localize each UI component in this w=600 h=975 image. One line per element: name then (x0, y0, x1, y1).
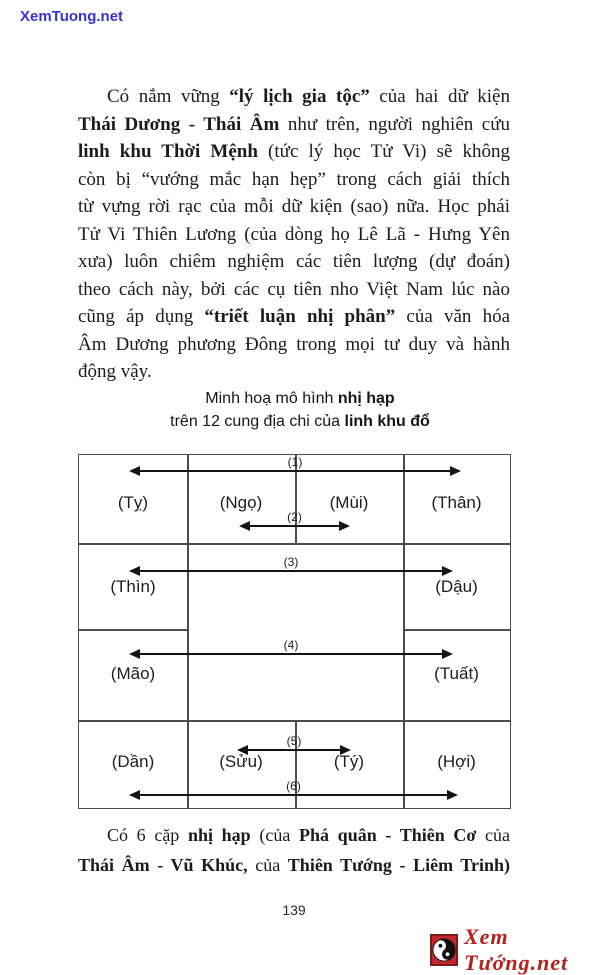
main-paragraph (78, 83, 510, 386)
site-header-link[interactable]: XemTuong.net (20, 8, 124, 25)
paragraph-line: còn bị “vướng mắc hạn hẹp” trong cách giải thích (78, 168, 510, 190)
cell-tuat: (Tuất) (434, 664, 479, 683)
cell-dau: (Dậu) (435, 577, 478, 596)
diagram-caption (0, 387, 600, 433)
logo-text: Xem Tướng.net (464, 924, 569, 975)
paragraph-line: Thái Dương - Thái Âm như trên, người nghiên cứu (78, 113, 511, 135)
arrow-label-5: (5) (286, 734, 302, 748)
double-arrow-1 (131, 470, 459, 472)
double-arrow-3 (131, 570, 451, 572)
arrow-label-4: (4) (283, 638, 299, 652)
cell-than: (Thân) (431, 493, 482, 512)
page-number: 139 (282, 902, 306, 918)
footer-logo[interactable] (430, 924, 600, 975)
cell-dan: (Dần) (111, 752, 155, 771)
arrow-label-6: (6) (286, 779, 301, 793)
caption-line: Minh hoạ mô hình nhị hạp (205, 390, 395, 407)
paragraph-line: theo cách này, bởi các cụ tiên nho Việt Nam lúc nào (78, 278, 510, 300)
grid-line (79, 543, 510, 545)
double-arrow-2 (241, 525, 348, 527)
nhi-hap-diagram (78, 454, 511, 809)
paragraph-line: linh khu Thời Mệnh (tức lý học Tử Vi) sẽ không (78, 141, 511, 162)
bottom-paragraph (78, 820, 510, 880)
paragraph-line: Có nắm vững “lý lịch gia tộc” của hai dữ kiện (107, 86, 510, 107)
paragraph-line: từ vựng rời rạc của mỗi dữ kiện (sao) nữa. Học phái (78, 196, 510, 217)
arrow-label-3: (3) (283, 555, 299, 569)
arrow-label-2: (2) (287, 510, 302, 524)
cell-suu: (Sửu) (219, 752, 263, 771)
double-arrow-5 (239, 749, 349, 751)
double-arrow-4 (131, 653, 451, 655)
paragraph-line: Thái Âm - Vũ Khúc, của Thiên Tướng - Liêm Trinh) (78, 855, 511, 875)
paragraph-line: xưa) luôn chiêm nghiệm các tiên lượng (dự đoán) (78, 251, 510, 272)
cell-thin: (Thìn) (110, 577, 156, 596)
cell-ngo: (Ngọ) (219, 493, 263, 512)
cell-ti: (Tý) (333, 752, 365, 771)
paragraph-line: cũng áp dụng “triết luận nhị phân” của văn hóa (78, 306, 511, 327)
yinyang-icon (430, 934, 458, 966)
cell-hoi: (Hợi) (437, 752, 476, 771)
paragraph-line: Có 6 cặp nhị hạp (của Phá quân - Thiên Cơ của (107, 825, 511, 845)
cell-mao: (Mão) (110, 664, 156, 683)
grid-line (79, 629, 187, 631)
arrow-label-1: (1) (287, 455, 303, 469)
cell-mui: (Mùi) (329, 493, 369, 512)
paragraph-line: Tử Vi Thiên Lương (của dòng họ Lê Lã - Hưng Yên (78, 223, 510, 245)
paragraph-line: động vậy. (78, 361, 152, 382)
paragraph-line: Âm Dương phương Đông trong mọi tư duy và hành (78, 333, 510, 355)
caption-line: trên 12 cung địa chi của linh khu đổ (170, 413, 430, 430)
grid-line (403, 629, 510, 631)
cell-ty: (Tỵ) (117, 493, 149, 512)
double-arrow-6 (131, 794, 456, 796)
